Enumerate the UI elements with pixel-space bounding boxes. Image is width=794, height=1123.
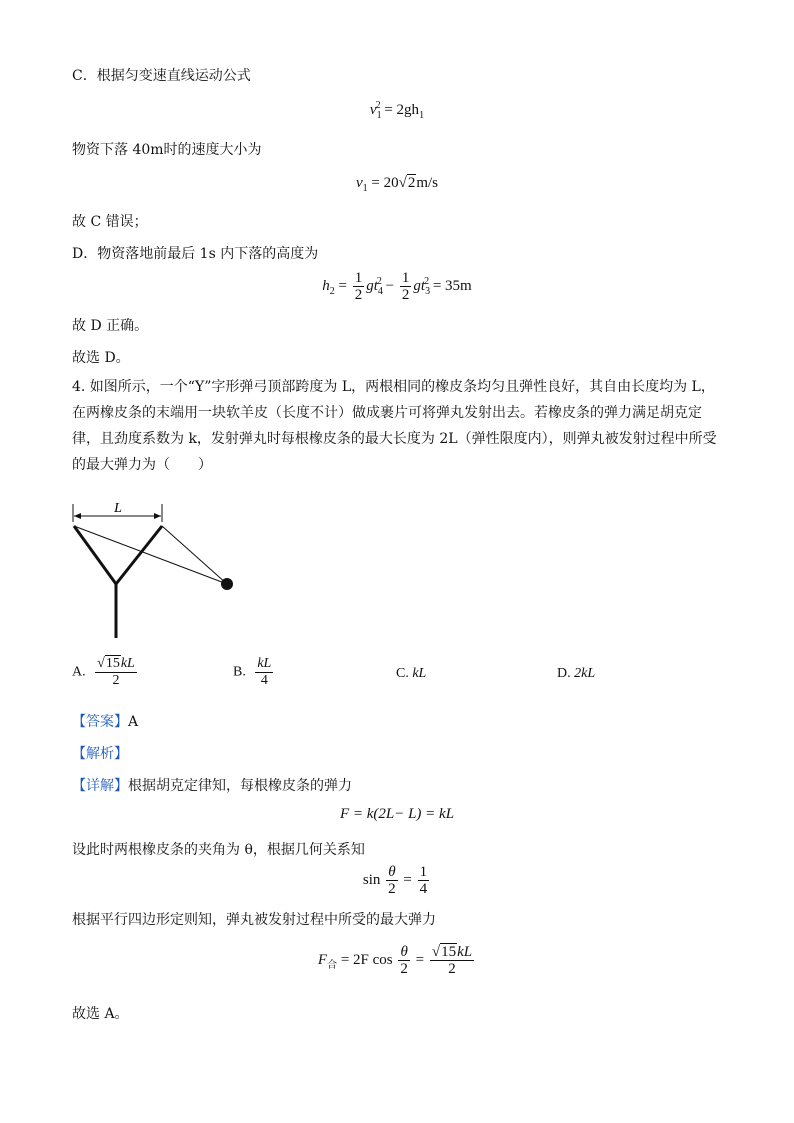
equation-h2: $h_2$ = $\frac{1}{2}$ $gt_4^2$ − $\frac{1}{2}$ $gt_3^2 = 35m$ xyxy=(322,270,472,303)
dimension-label: L xyxy=(114,501,122,516)
equation-v1-value: $v_1 = 20√2m/s$ xyxy=(355,175,439,194)
slingshot-right-arm xyxy=(116,526,162,584)
section-d-conclusion: 故 D 正确。 xyxy=(72,318,149,334)
equation-v1-squared: $v_1^2 = 2gh_1$ xyxy=(369,100,425,121)
equation-sin: sin $\frac{\theta}{2}$ = $\frac{1}{4}$ xyxy=(362,864,428,897)
pellet xyxy=(221,578,233,590)
section-c-conclusion: 故 C 错误； xyxy=(72,214,148,230)
section-c-intro: C．根据匀变速直线运动公式 xyxy=(72,68,251,84)
option-c[interactable]: C. kL xyxy=(396,666,427,681)
detail-line: 【详解】根据胡克定律知，每根橡皮条的弹力 xyxy=(72,778,352,794)
analysis-tag: 【解析】 xyxy=(72,746,128,762)
choose-d-line: 故选 D。 xyxy=(72,350,130,366)
slingshot-left-arm xyxy=(74,526,116,584)
option-a[interactable]: A. $\frac{√15kL}{2}$ xyxy=(72,656,135,688)
question-4-text: 4. 如图所示，一个“Y”字形弹弓顶部跨度为 L，两根相同的橡皮条均匀且弹性良好，其自由长度均为 L，在两橡皮条的末端用一块软羊皮（长度不计）做成裹片可将弹丸发射出去。若橡皮条的弹力满足胡克定律，且劲度系数为 k，发射弹丸时每根橡皮条的最大长度为 2L（弹性限度内），则弹丸被发射过程中所受的最大弹力为（ ） xyxy=(72,379,717,473)
equation-hooke: F = k(2L− L) = kL xyxy=(339,806,455,822)
angle-text: 设此时两根橡皮条的夹角为 θ，根据几何关系知 xyxy=(72,842,365,858)
fraction-half-2: $\frac{1}{2}$ xyxy=(401,270,410,303)
equation-max-force: $F_合 = 2F$ cos $\frac{\theta}{2}$ = $\frac{√15kL}{2}$ xyxy=(317,944,473,977)
slingshot-figure xyxy=(60,496,250,646)
fraction-half-1: $\frac{1}{2}$ xyxy=(354,270,363,303)
parallelogram-text: 根据平行四边形定则知，弹丸被发射过程中所受的最大弹力 xyxy=(72,912,436,928)
rubber-band-left xyxy=(74,526,227,584)
option-d[interactable]: D. 2kL xyxy=(557,666,596,681)
section-c-speed-intro: 物资下落 40m时的速度大小为 xyxy=(72,142,262,158)
section-d-intro: D．物资落地前最后 1s 内下落的高度为 xyxy=(72,246,319,262)
final-answer: 故选 A。 xyxy=(72,1006,129,1022)
rubber-band-right xyxy=(162,526,227,584)
option-b[interactable]: B. $\frac{kL}{4}$ xyxy=(233,656,272,688)
answer-line: 【答案】A xyxy=(72,714,139,730)
